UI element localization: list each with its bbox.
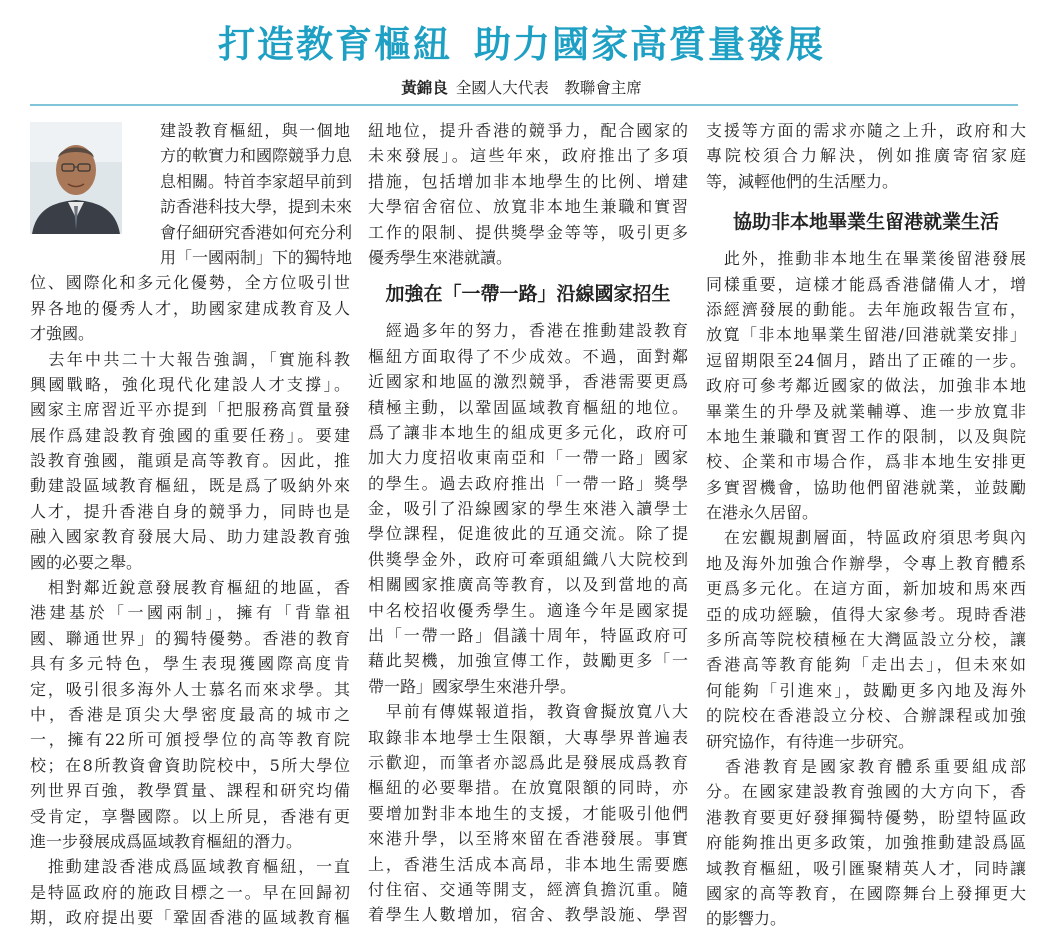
text-line: 中名校招收優秀學生。適逢今年是國家提 [368, 600, 688, 620]
text-line: 設教育強國，龍頭是高等教育。因此，推 [30, 451, 350, 471]
text-line: 研究協作，有待進一步研究。 [706, 731, 915, 751]
text-line: 政府可參考鄰近國家的做法，加強非本地 [706, 376, 1026, 396]
text-line: 會仔細研究香港如何充分利 [160, 222, 353, 242]
text-line: 興國戰略，強化現代化建設人才支撐」。 [30, 374, 350, 394]
text-line: 上，香港生活成本高昂，非本地生需要應 [368, 854, 688, 874]
text-line: 的影響力。 [706, 909, 787, 929]
text-line: 更爲多元化。在這方面，新加坡和馬來西 [706, 579, 1026, 599]
text-line: 放寬「非本地畢業生留港/回港就業安排」 [706, 325, 1026, 345]
text-line: 加大力度招收東南亞和「一帶一路」國家 [368, 448, 688, 468]
article-title [0, 14, 1043, 68]
text-line: 才強國。 [30, 324, 95, 344]
text-line: 供獎學金外，政府可牽頭組織八大院校到 [368, 549, 688, 569]
text-line: 金，吸引了沿線國家的學生來港入讀學士 [368, 499, 688, 519]
text-line: 着學生人數增加，宿舍、教學設施、學習 [368, 905, 688, 925]
text-line: 是特區政府的施政目標之一。早在回歸初 [30, 882, 350, 902]
text-line: 訪香港科技大學，提到未來 [160, 197, 353, 217]
text-line: 畢業生的升學及就業輔導、進一步放寬非 [706, 401, 1026, 421]
text-line: 何能夠「引進來」，鼓勵更多內地及海外 [706, 680, 1026, 700]
text-line: 息相關。特首李家超早前到 [160, 171, 353, 191]
text-line: 來港升學，以至將來留在香港發展。事實 [368, 829, 688, 849]
text-line: 人才，提升香港自身的競爭力，同時也是 [30, 501, 350, 521]
text-line: 展作爲建設教育強國的重要任務」。要建 [30, 425, 350, 445]
text-line: 樞紐方面取得了不少成效。不過，面對鄰 [368, 346, 688, 366]
text-column-3 [706, 118, 1026, 929]
text-line: 帶一路」國家學生來港升學。 [368, 676, 577, 696]
text-line: 校；在8所教資會資助院校中，5所大學位 [30, 755, 350, 775]
text-line: 樞紐的必要舉措。在放寬限額的同時，亦 [368, 778, 688, 798]
text-line: 在宏觀規劃層面，特區政府須思考與內 [706, 528, 1026, 548]
text-line: 爲了讓非本地生的組成更多元化，政府可 [368, 422, 688, 442]
text-line: 進一步發展成爲區域教育樞紐的潛力。 [30, 831, 303, 851]
text-line: 支援等方面的需求亦隨之上升，政府和大 [706, 121, 1026, 140]
text-line: 添經濟發展的動能。去年施政報告宣布， [706, 299, 1026, 319]
text-line: 優秀學生來港就讀。 [368, 247, 513, 267]
text-line: 出「一帶一路」倡議十周年，特區政府可 [368, 626, 688, 646]
text-line: 未來發展」。這些年來，政府推出了多項 [368, 146, 688, 166]
text-line: 地及海外加強合作辦學，令專上教育體系 [706, 553, 1026, 573]
text-line: 多所高等院校積極在大灣區設立分校，讓 [706, 630, 1026, 650]
text-column-1 [30, 118, 353, 928]
text-line: 列世界百強，教學質量、課程和研究均備 [30, 781, 350, 801]
text-line: 要增加對非本地生的支援，才能吸引他們 [368, 803, 688, 823]
text-line: 的院校在香港設立分校、合辦課程或加強 [706, 706, 1026, 726]
byline [0, 76, 1043, 98]
text-line: 府能夠推出更多政策，加強推動建設爲區 [706, 833, 1026, 853]
section-heading: 加強在「一帶一路」沿線國家招生 [385, 283, 671, 306]
text-line: 國、聯通世界」的獨特優勢。香港的教育 [30, 628, 350, 648]
text-line: 相對鄰近銳意發展教育樞紐的地區，香 [30, 578, 350, 598]
text-line: 亞的成功經驗，值得大家參考。現時香港 [706, 604, 1026, 624]
text-line: 逗留期限至24個月，踏出了正確的一步。 [706, 350, 1026, 370]
article-title-part2: 助力國家高質量發展 [474, 23, 825, 66]
text-line: 界各地的優秀人才，助國家建成教育及人 [30, 298, 350, 318]
text-line: 紐地位，提升香港的競爭力，配合國家的 [368, 121, 688, 140]
text-line: 校、企業和市場合作，爲非本地生安排更 [706, 452, 1026, 472]
text-line: 此外，推動非本地生在畢業後留港發展 [706, 249, 1026, 269]
text-line: 國家的高等教育，在國際舞台上發揮更大 [706, 883, 1026, 903]
text-line: 近國家和地區的激烈競爭，香港需要更爲 [368, 372, 688, 392]
text-line: 專院校須合力解決，例如推廣寄宿家庭 [706, 146, 1026, 166]
text-line: 港建基於「一國兩制」，擁有「背靠祖 [30, 603, 350, 623]
text-line: 一，擁有22所可頒授學位的高等教育院 [30, 730, 350, 750]
text-line: 學位課程，促進彼此的互通交流。除了提 [368, 524, 688, 544]
text-line: 付住宿、交通等開支，經濟負擔沉重。隨 [368, 879, 688, 899]
text-line: 港教育要更好發揮獨特優勢，盼望特區政 [706, 807, 1026, 827]
text-line: 香港教育是國家教育體系重要組成部 [706, 756, 1026, 776]
text-line: 用「一國兩制」下的獨特地 [160, 247, 353, 267]
text-line: 國的必要之舉。 [30, 552, 143, 572]
text-line: 工作的限制、提供獎學金等等，吸引更多 [368, 222, 688, 242]
text-line: 多實習機會，協助他們留港就業，並鼓勵 [706, 477, 1026, 497]
text-line: 建設教育樞紐，與一個地 [160, 121, 350, 140]
text-line: 受肯定，享譽國際。以上所見，香港有更 [30, 806, 350, 826]
text-line: 推動建設香港成爲區域教育樞紐，一直 [30, 857, 350, 877]
header-divider [30, 104, 1018, 106]
text-column-2 [368, 118, 688, 925]
author-portrait-image [30, 122, 122, 234]
text-line: 早前有傳媒報道指，教資會擬放寬八大 [368, 702, 688, 722]
article-title-part1: 打造教育樞紐 [218, 23, 452, 66]
text-line: 國家主席習近平亦提到「把服務高質量發 [30, 400, 350, 420]
author-name: 黃錦良 [401, 79, 448, 97]
author-role: 全國人大代表 教聯會主席 [455, 79, 642, 97]
text-line: 動建設區域教育樞紐，既是爲了吸納外來 [30, 476, 350, 496]
text-line: 香港高等教育能夠「走出去」，但未來如 [706, 655, 1026, 675]
text-line: 等，減輕他們的生活壓力。 [706, 171, 899, 191]
text-line: 定，吸引很多海外人士慕名而來求學。其 [30, 679, 350, 699]
text-line: 位、國際化和多元化優勢，全方位吸引世 [30, 273, 350, 293]
text-line: 在港永久居留。 [706, 503, 819, 523]
text-line: 融入國家教育發展大局、助力建設教育強 [30, 527, 350, 547]
section-heading: 協助非本地畢業生留港就業生活 [732, 211, 999, 234]
text-line: 大學宿舍宿位、放寬非本地生兼職和實習 [368, 197, 688, 217]
text-line: 本地生兼職和實習工作的限制，以及與院 [706, 426, 1026, 446]
text-line: 經過多年的努力，香港在推動建設教育 [368, 321, 688, 341]
text-line: 域教育樞紐，吸引匯聚精英人才，同時讓 [706, 858, 1026, 878]
text-line: 具有多元特色，學生表現獲國際高度肯 [30, 654, 350, 674]
text-line: 措施，包括增加非本地學生的比例、增建 [368, 171, 688, 191]
text-line: 的學生。過去政府推出「一帶一路」獎學 [368, 473, 688, 493]
text-line: 中，香港是頂尖大學密度最高的城市之 [30, 704, 350, 724]
text-line: 積極主動，以鞏固區域教育樞紐的地位。 [368, 397, 688, 417]
text-line: 示歡迎，而筆者亦認爲此是發展成爲教育 [368, 752, 688, 772]
text-line: 方的軟實力和國際競爭力息 [160, 146, 353, 166]
text-line: 取錄非本地學士生限額，大專學界普遍表 [368, 727, 688, 747]
text-line: 藉此契機，加強宣傳工作，鼓勵更多「一 [368, 651, 688, 671]
text-line: 去年中共二十大報告強調，「實施科教 [30, 349, 350, 369]
text-line: 期，政府提出要「鞏固香港的區域教育樞 [30, 908, 350, 928]
author-photo [30, 122, 122, 234]
text-line: 分。在國家建設教育強國的大方向下，香 [706, 782, 1026, 802]
text-line: 相關國家推廣高等教育，以及到當地的高 [368, 575, 688, 595]
text-line: 同樣重要，這樣才能爲香港儲備人才，增 [706, 274, 1026, 294]
